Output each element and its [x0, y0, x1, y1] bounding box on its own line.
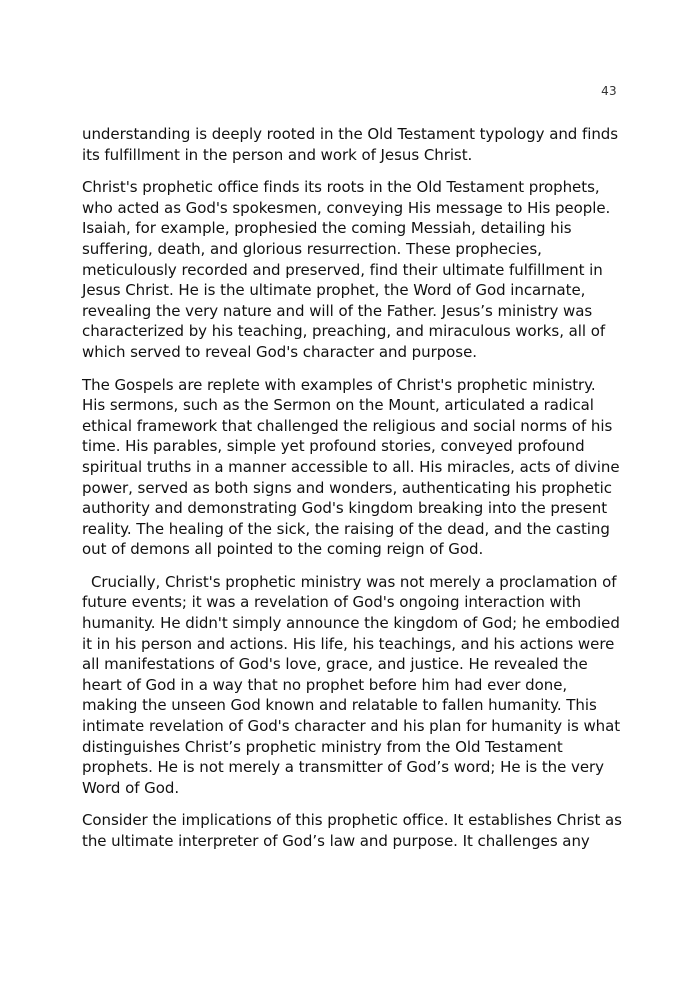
- paragraph-1: understanding is deeply rooted in the Old Testament typology and finds its fulfillment in the person and work of Jesus Christ.: [82, 125, 619, 164]
- paragraph-4: Crucially, Christ's prophetic ministry was not merely a proclamation of future events; it was a revelation of God's ongoing interaction with humanity. He didn't simply announce the kingdom of God; he embodied it in his person and actions. His life, his teachings, and his actions were all manifestations of God's love, grace, and justice. He revealed the heart of God in a way that no prophet before him had ever done, making the unseen God known and relatable to fallen humanity. This intimate revelation of God's character and his plan for humanity is what distinguishes Christ’s prophetic ministry from the Old Testament prophets. He is not merely a transmitter of God’s word; He is the very Word of God.: [82, 572, 621, 797]
- paragraph-2: Christ's prophetic office finds its roots in the Old Testament prophets, who acted as God's spokesmen, conveying His message to His people. Isaiah, for example, prophesied the coming Messiah, detailing his suffering, death, and glorious resurrection. These prophecies, meticulously recorded and preserved, find their ultimate fulfillment in Jesus Christ. He is the ultimate prophet, the Word of God incarnate, revealing the very nature and will of the Father. Jesus’s ministry was characterized by his teaching, preaching, and miraculous works, all of which served to reveal God's character and purpose.: [82, 178, 611, 361]
- page-number: 43: [601, 84, 617, 98]
- paragraph-5: Consider the implications of this prophetic office. It establishes Christ as the ultimate interpreter of God’s law and purpose. It challenges any: [82, 811, 622, 850]
- paragraph-3: The Gospels are replete with examples of Christ's prophetic ministry. His sermons, such as the Sermon on the Mount, articulated a radical ethical framework that challenged the religious and social norms of his time. His parables, simple yet profound stories, conveyed profound spiritual truths in a manner accessible to all. His miracles, acts of divine power, served as both signs and wonders, authenticating his prophetic authority and demonstrating God's kingdom breaking into the present reality. The healing of the sick, the raising of the dead, and the casting out of demons all pointed to the coming reign of God.: [82, 375, 620, 559]
- body-text: [82, 124, 622, 864]
